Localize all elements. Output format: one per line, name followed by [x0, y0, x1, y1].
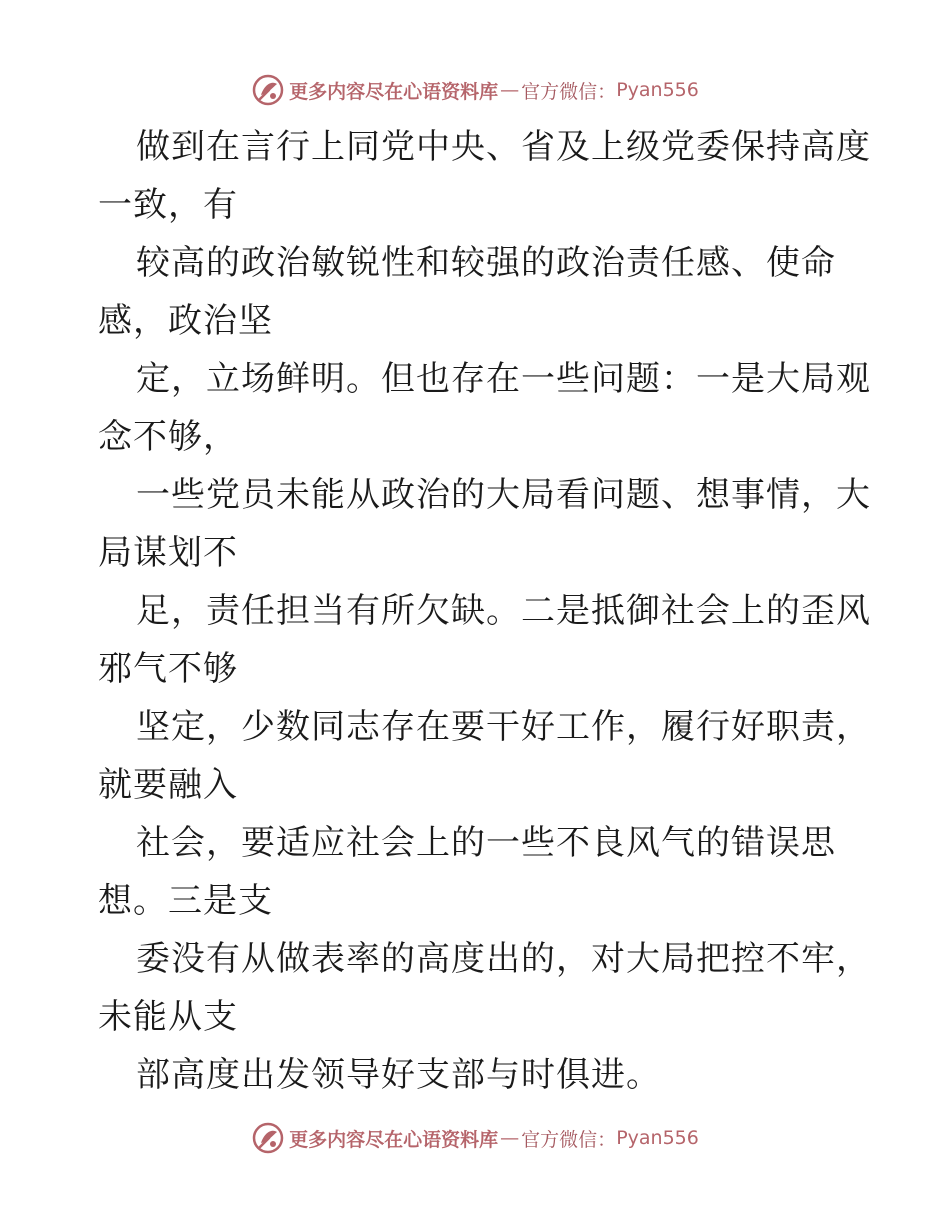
text-line: 感，政治坚: [98, 301, 273, 341]
flower-logo-icon: [251, 73, 285, 107]
banner-handle: Pyan556: [616, 1127, 699, 1149]
flower-logo-icon: [251, 1121, 285, 1155]
document-body: [98, 118, 871, 1104]
text-line: 社会，要适应社会上的一些不良风气的错误思: [136, 823, 836, 863]
text-line: 坚定，少数同志存在要干好工作，履行好职责，: [136, 707, 871, 747]
banner-site-text: 更多内容尽在心语资料库: [289, 1128, 499, 1151]
text-line: 做到在言行上同党中央、省及上级党委保持高度: [136, 127, 871, 167]
text-line: 念不够，: [98, 417, 238, 457]
text-line: 想。三是支: [98, 881, 273, 921]
banner-site-text: 更多内容尽在心语资料库: [289, 80, 499, 103]
banner-handle: Pyan556: [616, 79, 699, 101]
text-line: 邪气不够: [98, 649, 238, 689]
header-watermark: [0, 70, 950, 110]
text-line: 定，立场鲜明。但也存在一些问题：一是大局观: [136, 359, 871, 399]
banner-wechat-label: 官方微信：: [521, 80, 617, 103]
footer-watermark: [0, 1118, 950, 1158]
banner-wechat-label: 官方微信：: [521, 1128, 617, 1151]
banner-separator: —: [500, 79, 520, 101]
banner-separator: —: [500, 1127, 520, 1149]
text-line: 未能从支: [98, 997, 238, 1037]
text-line: 一致，有: [98, 185, 238, 225]
text-line: 委没有从做表率的高度出的，对大局把控不牢，: [136, 939, 871, 979]
text-line: 足，责任担当有所欠缺。二是抵御社会上的歪风: [136, 591, 871, 631]
text-line: 部高度出发领导好支部与时俱进。: [136, 1055, 661, 1095]
text-line: 较高的政治敏锐性和较强的政治责任感、使命: [136, 243, 836, 283]
text-line: 就要融入: [98, 765, 238, 805]
text-line: 一些党员未能从政治的大局看问题、想事情，大: [136, 475, 871, 515]
text-line: 局谋划不: [98, 533, 238, 573]
